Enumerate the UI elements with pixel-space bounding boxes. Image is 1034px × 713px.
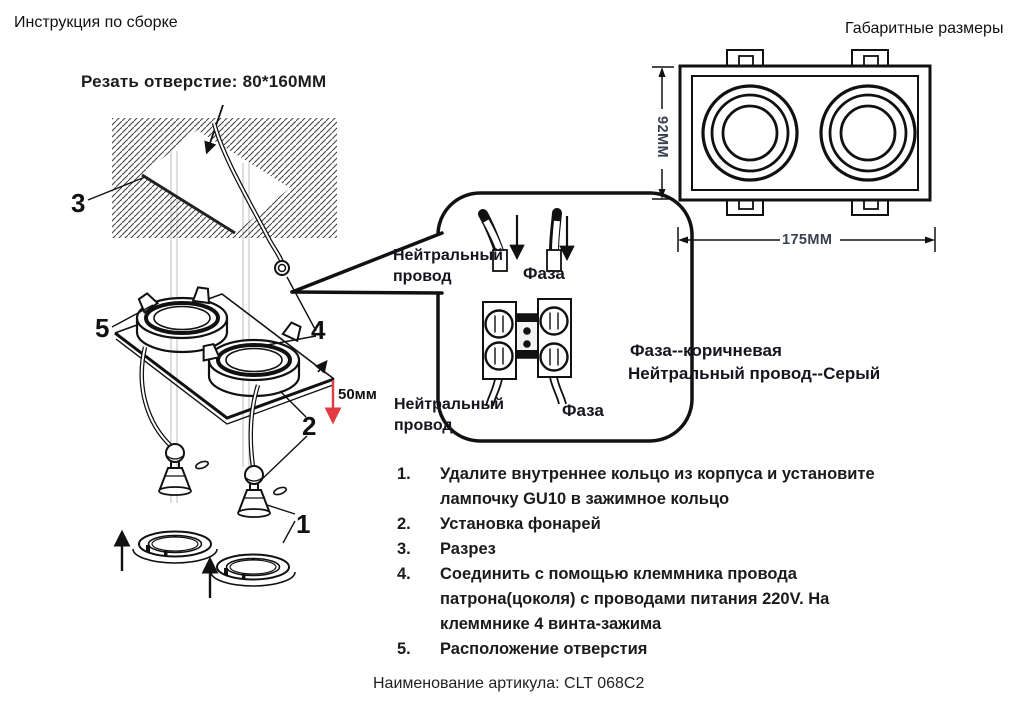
callout-1: 1: [296, 509, 311, 539]
instruction-text: Расположение отверстия: [440, 640, 648, 658]
instruction-item: [397, 562, 907, 637]
instruction-item: [397, 512, 907, 537]
clamp-ring-right: [211, 555, 295, 587]
cut-hole-note: Резать отверстие: 80*160ММ: [81, 72, 327, 91]
page-title: Инструкция по сборке: [14, 14, 178, 31]
instruction-number: 5.: [397, 640, 411, 658]
phase-wire-label-top: Фаза: [523, 264, 565, 283]
phase-color-note: Фаза--коричневая: [630, 341, 782, 360]
article-name: Наименование артикула: CLT 068C2: [373, 675, 645, 692]
instruction-item: [397, 637, 907, 662]
neutral-wire-label-bottom: Нейтральный провод: [394, 396, 504, 434]
instruction-number: 1.: [397, 465, 411, 483]
instruction-number: 3.: [397, 540, 411, 558]
dimensions-title: Габаритные размеры: [845, 20, 1004, 37]
instruction-item: [397, 537, 907, 562]
instruction-list: [397, 462, 907, 662]
gu10-lamp-left: [159, 444, 209, 495]
instruction-text: Соединить с помощью клеммника провода патрона(цоколя) с проводами питания 220V. На клеммнике 4 винта-зажима: [440, 565, 830, 633]
instruction-item: [397, 462, 907, 512]
instruction-text: Удалите внутреннее кольцо из корпуса и установите лампочку GU10 в зажимное кольцо: [440, 465, 875, 508]
height-dimension-label: 92MM: [654, 116, 670, 158]
width-dimension-label: 175MM: [782, 232, 833, 248]
callout-4: 4: [311, 315, 326, 345]
instruction-number: 2.: [397, 515, 411, 533]
instruction-text: Установка фонарей: [440, 515, 601, 533]
phase-wire-label-bottom: Фаза: [562, 401, 604, 420]
instruction-number: 4.: [397, 565, 411, 583]
neutral-color-note: Нейтральный провод--Серый: [628, 364, 881, 383]
callout-5: 5: [95, 313, 110, 343]
callout-2: 2: [302, 411, 317, 441]
dimension-drawing: [640, 45, 945, 260]
clamp-ring-left: [133, 532, 217, 564]
depth-label: 50мм: [338, 386, 377, 403]
callout-3: 3: [71, 188, 86, 218]
instruction-text: Разрез: [440, 540, 496, 558]
neutral-wire-label-top: Нейтральный провод: [393, 247, 503, 285]
